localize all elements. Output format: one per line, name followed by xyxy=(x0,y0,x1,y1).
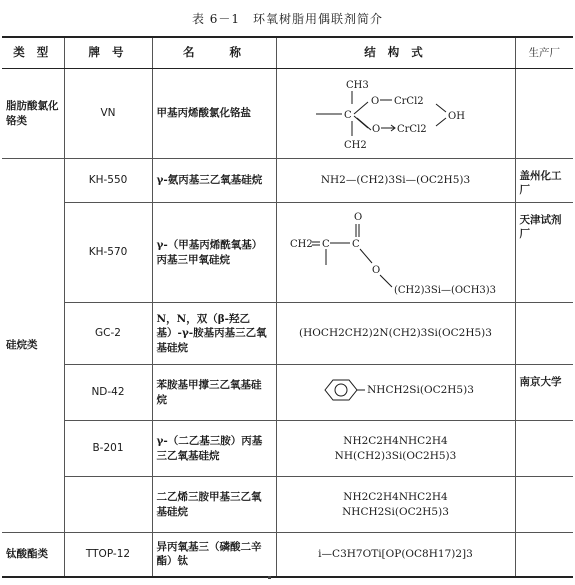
kh570-structure-diagram xyxy=(286,207,506,299)
formula-cell: NH2—(CH2)3Si—(OC2H5)3 xyxy=(276,159,515,203)
formula-text: CH3 xyxy=(345,79,369,91)
formula-text: CrCl2 xyxy=(396,123,427,135)
formula-line: NH2C2H4NHC2H4 xyxy=(343,491,448,504)
category-titanate: 钛酸酯类 xyxy=(2,533,64,577)
header-row xyxy=(2,37,573,69)
maker-cell: 天津试剂厂 xyxy=(515,203,573,303)
table-row xyxy=(2,159,573,203)
formula-text: C xyxy=(343,109,352,121)
table-row xyxy=(2,365,573,421)
formula-text: (CH2)3Si—(OCH3)3 xyxy=(393,284,496,296)
formula-text: C xyxy=(321,238,330,250)
maker-cell xyxy=(515,477,573,533)
name-cell: 异丙氧基三（磷酸二辛酯）钛 xyxy=(152,533,276,577)
formula-text: O xyxy=(371,123,380,135)
formula-line: NH2C2H4NHC2H4 xyxy=(343,435,448,448)
formula-text: OH xyxy=(447,110,465,122)
formula-cell xyxy=(276,421,515,477)
formula-text: O xyxy=(370,95,379,107)
grade-cell: KH-550 xyxy=(64,159,152,203)
maker-cell: 南京大学 xyxy=(515,365,573,421)
grade-cell: KH-570 xyxy=(64,203,152,303)
table-row xyxy=(2,303,573,365)
header-formula: 结 构 式 xyxy=(276,37,515,69)
grade-cell: VN xyxy=(64,69,152,159)
name-cell: γ-氨丙基三乙氧基硅烷 xyxy=(152,159,276,203)
formula-cell xyxy=(276,365,515,421)
formula-text: O xyxy=(353,211,362,223)
header-type: 类 型 xyxy=(2,37,64,69)
formula-cell: i—C3H7OTi[OP(OC8H17)2]3 xyxy=(276,533,515,577)
vn-structure-diagram xyxy=(296,74,496,154)
maker-cell: 盖州化工厂 xyxy=(515,159,573,203)
name-cell: N，N，双（β-羟乙基）-γ-胺基丙基三乙氧基硅烷 xyxy=(152,303,276,365)
header-name: 名 称 xyxy=(152,37,276,69)
formula-text: O xyxy=(371,264,380,276)
table-row xyxy=(2,421,573,477)
category-silane: 硅烷类 xyxy=(2,159,64,533)
formula-line: NHCH2Si(OC2H5)3 xyxy=(342,505,449,518)
table-row xyxy=(2,477,573,533)
header-maker: 生产厂 xyxy=(515,37,573,69)
maker-cell xyxy=(515,303,573,365)
formula-text: CH2 xyxy=(343,139,367,151)
grade-cell: TTOP-12 xyxy=(64,533,152,577)
formula-cell xyxy=(276,477,515,533)
formula-cell: (HOCH2CH2)2N(CH2)3Si(OC2H5)3 xyxy=(276,303,515,365)
grade-cell: ND-42 xyxy=(64,365,152,421)
name-cell: 苯胺基甲撑三乙氧基硅烷 xyxy=(152,365,276,421)
name-cell: γ-（甲基丙烯酰氧基）丙基三甲氧硅烷 xyxy=(152,203,276,303)
grade-cell: B-201 xyxy=(64,421,152,477)
maker-cell xyxy=(515,421,573,477)
table-row xyxy=(2,203,573,303)
formula-text: CH2 xyxy=(289,238,313,250)
coupling-agent-table xyxy=(2,36,573,578)
maker-cell xyxy=(515,69,573,159)
name-cell: γ-（二乙基三胺）丙基三乙氧基硅烷 xyxy=(152,421,276,477)
grade-cell xyxy=(64,477,152,533)
formula-text: CrCl2 xyxy=(393,95,424,107)
print-speck xyxy=(268,576,271,579)
formula-cell xyxy=(276,69,515,159)
table-row xyxy=(2,533,573,577)
maker-cell xyxy=(515,533,573,577)
benzene-ring-icon xyxy=(317,377,365,403)
name-cell: 二乙烯三胺甲基三乙氧基硅烷 xyxy=(152,477,276,533)
table-caption: 表 6－1 环氧树脂用偶联剂简介 xyxy=(191,12,384,26)
formula-text: C xyxy=(351,238,360,250)
formula-line: NH(CH2)3Si(OC2H5)3 xyxy=(334,449,457,462)
formula-cell xyxy=(276,203,515,303)
table-row xyxy=(2,69,573,159)
header-grade: 牌 号 xyxy=(64,37,152,69)
category-chromium: 脂肪酸氯化铬类 xyxy=(2,69,64,159)
grade-cell: GC-2 xyxy=(64,303,152,365)
name-cell: 甲基丙烯酸氯化铬盐 xyxy=(152,69,276,159)
formula-text: NHCH2Si(OC2H5)3 xyxy=(367,384,474,397)
